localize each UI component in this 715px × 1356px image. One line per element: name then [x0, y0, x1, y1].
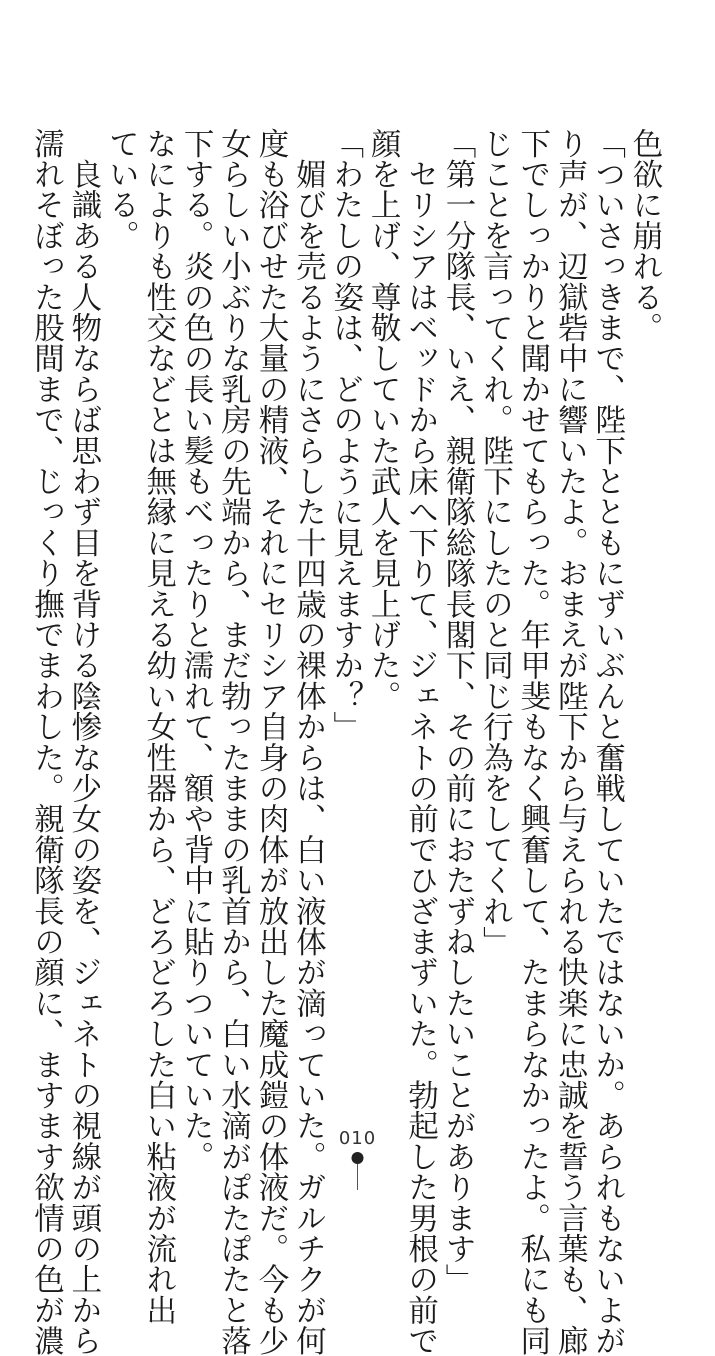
text-line: ている。 [103, 128, 139, 251]
text-line: 濡れそぼった股間まで、じっくり撫でまわした。親衛隊長の顔に、ますます欲情の色が濃 [28, 128, 64, 1356]
text-line: 「ついさっきまで、陛下とともにずいぶんと奮戦していたではないか。あられもないよが [589, 128, 625, 1356]
text-line: 女らしい小ぶりな乳房の先端から、まだ勃ったままの乳首から、白い水滴がぽたぽたと落 [215, 128, 251, 1356]
text-line: 「第一分隊長、いえ、親衛隊総隊長閣下、その前におたずねしたいことがあります」 [439, 128, 475, 1295]
page-number: 010 [338, 1128, 377, 1149]
text-line: セリシアはベッドから床へ下りて、ジェネトの前でひざまずいた。勃起した男根の前で [402, 128, 438, 1356]
text-line: 色欲に崩れる。 [627, 128, 662, 343]
text-line: 下でしっかりと聞かせてもらった。年甲斐もなく興奮して、たまらなかったよ。私にも同 [514, 128, 550, 1356]
text-line: 「わたしの姿は、どのように見えますか？」 [327, 128, 363, 742]
text-line: 顔を上げ、尊敬していた武人を見上げた。 [365, 128, 401, 712]
text-line: 媚びを売るようにさらした十四歳の裸体からは、白い液体が滴っていた。ガルチクが何 [290, 128, 326, 1356]
text-line: なによりも性交などとは無縁に見える幼い女性器から、どろどろした白い粘液が流れ出 [140, 128, 176, 1326]
text-line: 度も浴びせた大量の精液、それにセリシア自身の肉体が放出した魔成鎧の体液だ。今も少 [252, 128, 288, 1356]
text-line: 下する。炎の色の長い髪もべったりと濡れて、額や背中に貼りついていた。 [178, 128, 214, 1172]
page-ornament-icon [349, 1150, 366, 1190]
text-line: じことを言ってくれ。陛下にしたのと同じ行為をしてくれ」 [477, 128, 513, 957]
text-line: 良識ある人物ならば思わず目を背ける陰惨な少女の姿を、ジェネトの視線が頭の上から [65, 128, 101, 1356]
text-line: り声が、辺獄砦中に響いたよ。おまえが陛下から与えられる快楽に忠誠を誓う言葉も、廊 [552, 128, 588, 1356]
